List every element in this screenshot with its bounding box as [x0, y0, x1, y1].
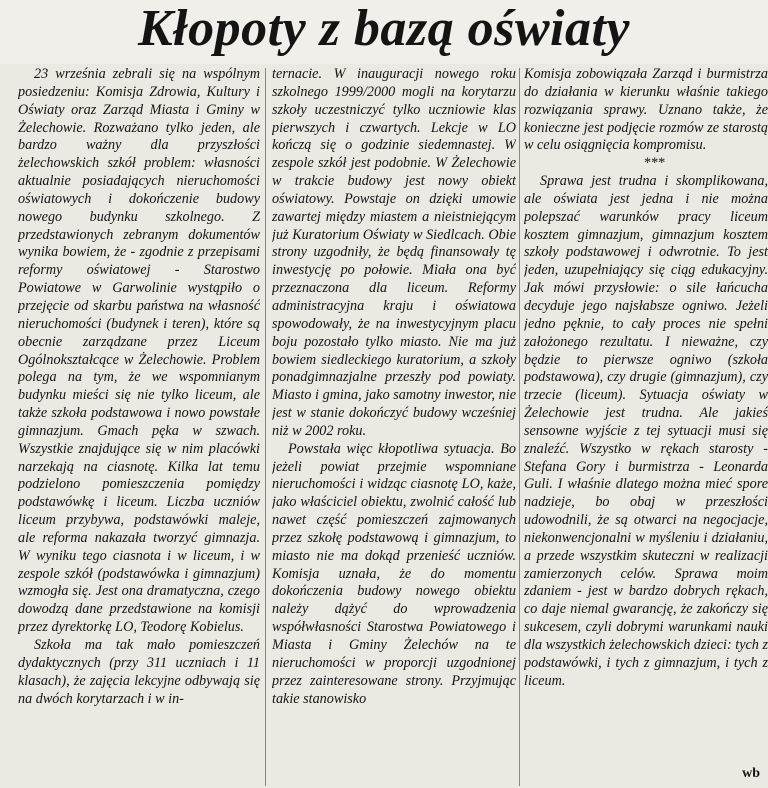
paragraph: Komisja zobowiązała Zarząd i burmistrza do działania w kierunku właśnie takiego rozwiązania sprawy. Uznano także, że konieczne jest podjęcie rozmów ze starostą w celu osiągnięcia kompromisu. [524, 66, 768, 154]
paragraph: ternacie. W inauguracji nowego roku szkolnego 1999/2000 mogli na korytarzu szkoły uczestniczyć tylko uczniowie klas pierwszych i czwartych. Lekcje w LO kończą się o godzinie siedemnastej. W zespole szkół jest podobnie. W Żelechowie w trakcie budowy jest nowy obiekt oświatowy. Powstaje on dzięki umowie zawartej między miastem a nieistniejącym już Kuratorium Oświaty w Siedlcach. Obie strony uzgodniły, że będą finansowały tę inwestycję po połowie. Miała ona być przeznaczona dla liceum. Reformy administracyjna kraju i oświatowa spowodowały, że na inwestycyjnym placu boju pozostało tylko miasto. Nie ma już bowiem siedleckiego kuratorium, a szkoły ponadgimnazjalne przeszły pod powiaty. Miasto i gmina, jako samotny inwestor, nie jest w stanie dokończyć budowy wcześniej niż w 2002 roku. [272, 66, 516, 439]
column-divider [265, 68, 266, 786]
article-column-3 [524, 66, 768, 788]
paragraph: Sprawa jest trudna i skomplikowana, ale oświata jest jedna i nie można polepszać warunków pracy liceum kosztem gimnazjum, gimnazjum kosztem szkoły podstawowej i odwrotnie. To jest jeden, uzupełniający się ciąg edukacyjny. Jak mówi przysłowie: o sile łańcucha decyduje jego najsłabsze ogniwo. Jeżeli jedno pęknie, to cały proces nie spełni założonego rezultatu. I nieważne, czy będzie to pierwsze ogniwo (szkoła podstawowa), czy drugie (gimnazjum), czy trzecie (liceum). Sytuacja oświaty w Żelechowie jest trudna. Ale jakieś sensowne wyjście z tej sytuacji musi się znaleźć. Wszystko w rękach starosty - Stefana Gory i burmistrza - Leonarda Guli. I właśnie dlatego można mieć spore nadzieje, bo obaj w przeszłości udowodnili, że są otwarci na negocjacje, niekonwencjonalni w myśleniu i działaniu, a przede wszystkim skuteczni w realizacji zamierzonych celów. Sprawa moim zdaniem - jest w bardzo dobrych rękach, co daje niemal gwarancję, że zakończy się sukcesem, czyli dobrymi warunkami nauki dla wszystkich żelechowskich dzieci: tych z podstawówki, i tych z gimnazjum, i tych z liceum. [524, 173, 768, 689]
article-headline: Kłopoty z bazą oświaty [137, 0, 631, 57]
paragraph: Powstała więc kłopotliwa sytuacja. Bo jeżeli powiat przejmie wspomniane nieruchomości i widząc ciasnotę LO, każe, jako właściciel obiektu, zwolnić całość lub nawet część pomieszczeń zajmowanych przez szkołę podstawową i gimnazjum, to miasto nie ma dokąd przenieść uczniów. Komisja uznała, że do momentu dokończenia budowy nowego obiektu należy dążyć do wprowadzenia współwłasności Starostwa Powiatowego i Miasta i Gminy Żelechów na te nieruchomości w proporcji uzgodnionej przez zainteresowane strony. Przyjmując takie stanowisko [272, 440, 516, 707]
article-column-1 [18, 66, 260, 788]
paragraph: 23 września zebrali się na wspólnym posiedzeniu: Komisja Zdrowia, Kultury i Oświaty oraz Zarząd Miasta i Gminy w Żelechowie. Rozważano tylko jeden, ale bardzo ważny dla przyszłości żelechowskich szkół problem: własności aktualnie posiadających nieruchomości oświatowych i dokończenie budowy nowego budynku szkolnego. Z przedstawionych zebranym dokumentów wynika bowiem, że - zgodnie z przepisami reformy oświatowej - Starostwo Powiatowe w Garwolinie wystąpiło o przejęcie od skarbu państwa na własność nieruchomości (budynek i teren), które są obecnie zarządzane przez Liceum Ogólnokształcące w Żelechowie. Problem polega na tym, że we wspomnianym budynku mieści się nie tylko liceum, ale także szkoła podstawowa i nowo powstałe gimnazjum. Gmach pęka w szwach. Wszystkie znajdujące się w nim placówki narzekają na ciasnotę. Kilka lat temu podzielono pomieszczenia pomiędzy podstawówkę i liceum. Liczba uczniów liceum przybywa, podstawówki maleje, ale reforma nakazała tworzyć gimnazja. W wyniku tego ciasnota i w liceum, i w zespole szkół (podstawówka i gimnazjum) wzmogła się. Jest ona dramatyczna, czego dowodzą dane przedstawione na komisji przez dyrektorkę LO, Teodorę Kobielus. [18, 66, 260, 636]
section-separator: *** [643, 155, 665, 172]
author-signature: wb [742, 766, 760, 781]
column-divider [519, 68, 520, 786]
paragraph: Szkoła ma tak mało pomieszczeń dydaktycznych (przy 311 uczniach i 11 klasach), że zajęcia lekcyjne odbywają się na dwóch korytarzach i w in- [18, 637, 260, 707]
article-column-2 [272, 66, 516, 788]
